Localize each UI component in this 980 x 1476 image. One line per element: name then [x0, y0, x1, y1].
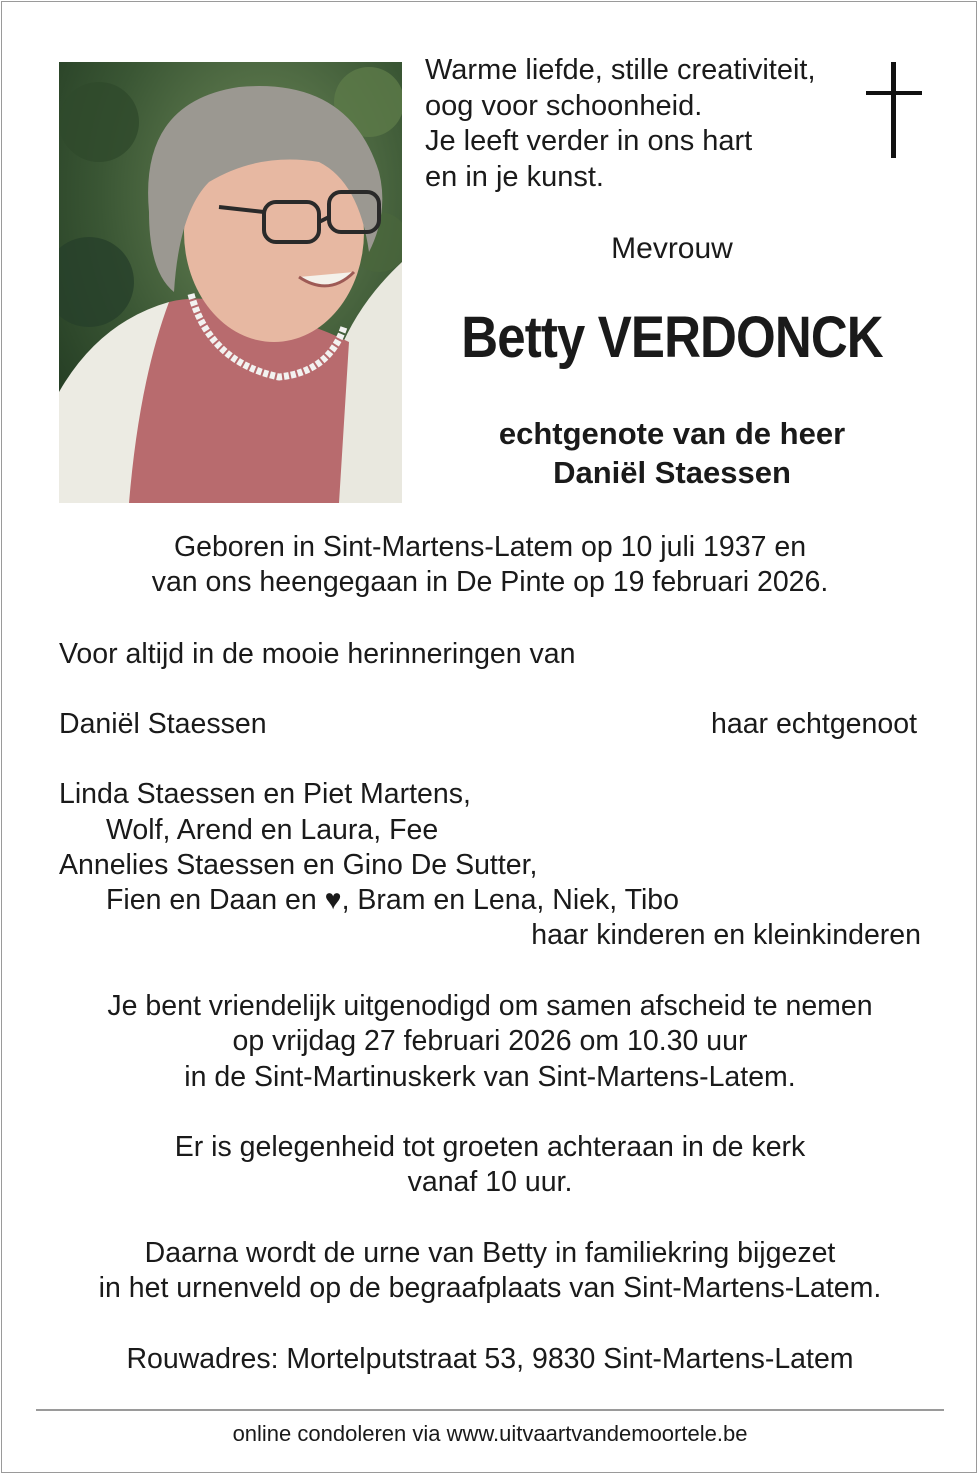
husband-role: haar echtgenoot — [711, 708, 917, 740]
family-role: haar kinderen en kleinkinderen — [531, 919, 921, 951]
family-line: Annelies Staessen en Gino De Sutter, — [59, 849, 538, 881]
spouse-name: Daniël Staessen — [553, 455, 791, 490]
death-line: van ons heengegaan in De Pinte op 19 februari 2026. — [151, 566, 829, 598]
family-line: Wolf, Arend en Laura, Fee — [106, 814, 439, 846]
greeting-line: Er is gelegenheid tot groeten achteraan in de kerk — [174, 1131, 806, 1163]
poem — [425, 53, 816, 195]
ceremony-line: in de Sint-Martinuskerk van Sint-Martens-Latem. — [184, 1061, 796, 1093]
spouse-line: echtgenote van de heer — [498, 416, 846, 451]
title-prefix: Mevrouw — [611, 232, 733, 265]
urn-line: Daarna wordt de urne van Betty in familiekring bijgezet — [144, 1237, 836, 1269]
family-line: Linda Staessen en Piet Martens, — [59, 778, 471, 810]
birth-line: Geboren in Sint-Martens-Latem op 10 juli 1937 en — [173, 531, 807, 563]
ceremony-line: Je bent vriendelijk uitgenodigd om samen afscheid te nemen — [107, 990, 873, 1022]
divider — [36, 1409, 944, 1411]
ceremony-line: op vrijdag 27 februari 2026 om 10.30 uur — [232, 1025, 748, 1057]
urn-line: in het urnenveld op de begraafplaats van Sint-Martens-Latem. — [98, 1272, 882, 1304]
spouse-info — [402, 414, 942, 492]
cross-icon — [866, 62, 922, 158]
memories-intro: Voor altijd in de mooie herinneringen van — [59, 638, 576, 670]
husband-name: Daniël Staessen — [59, 708, 267, 740]
portrait-photo — [59, 62, 402, 503]
family-line: Fien en Daan en ♥, Bram en Lena, Niek, Tibo — [106, 884, 679, 916]
poem-line: en in je kunst. — [425, 160, 604, 193]
footer-condolence-link[interactable]: online condoleren via www.uitvaartvandemoortele.be — [232, 1421, 748, 1446]
address: Rouwadres: Mortelputstraat 53, 9830 Sint-Martens-Latem — [126, 1343, 854, 1375]
poem-line: Je leeft verder in ons hart — [425, 125, 753, 157]
greeting-line: vanaf 10 uur. — [407, 1166, 573, 1198]
poem-line: Warme liefde, stille creativiteit, — [425, 54, 816, 86]
deceased-name: Betty VERDONCK — [461, 305, 883, 370]
poem-line: oog voor schoonheid. — [425, 89, 703, 122]
